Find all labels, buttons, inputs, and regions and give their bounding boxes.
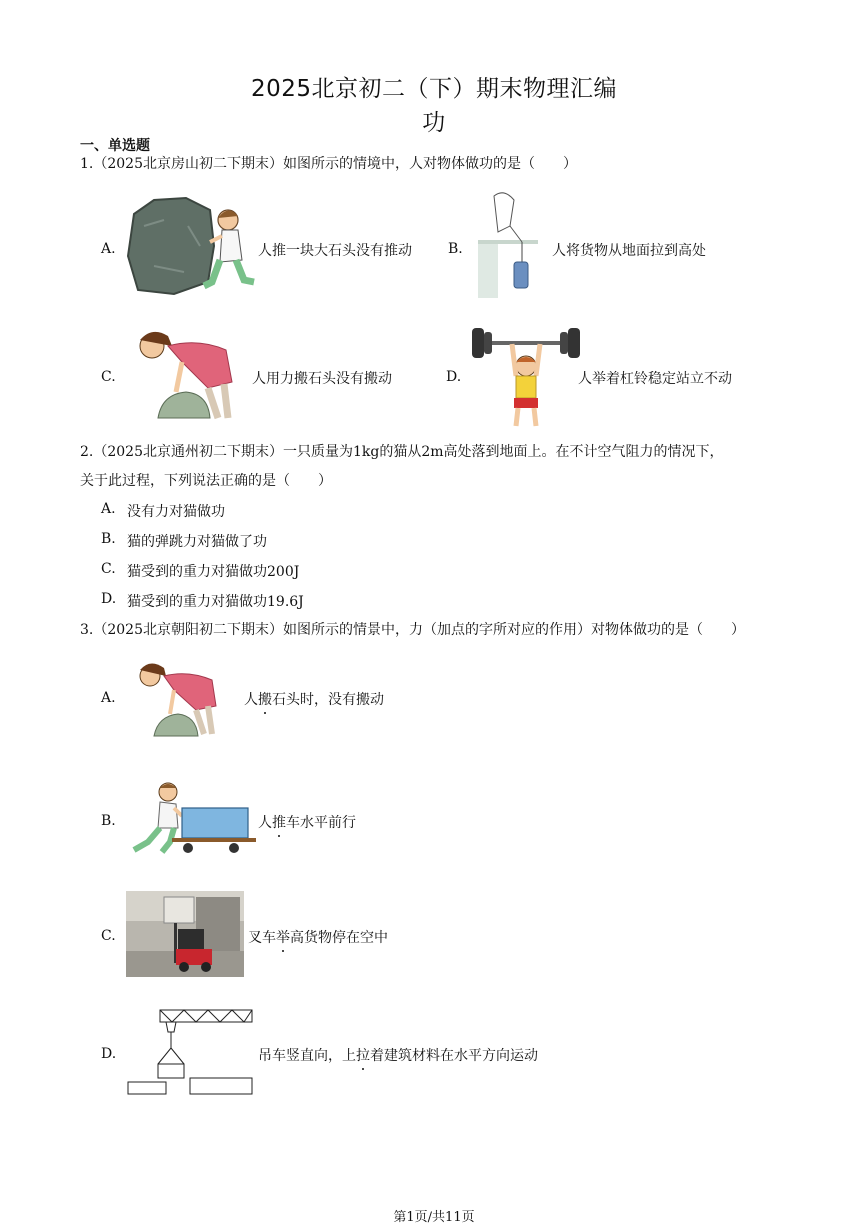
q2-option-d-text: 猫受到的重力对猫做功19.6J <box>127 594 304 610</box>
q3-option-a-post: 石头时，没有搬动 <box>272 692 384 708</box>
question-3-stem: 3.（2025北京朝阳初二下期末）如图所示的情景中，力（加点的字所对应的作用）对物体做功的是（ ） <box>80 622 745 638</box>
q1-option-b-text: 人将货物从地面拉到高处 <box>552 243 706 259</box>
q1-option-c-text: 人用力搬石头没有搬动 <box>252 371 392 387</box>
question-2-stem-line2: 关于此过程，下列说法正确的是（ ） <box>80 473 332 489</box>
q3-figure-crane <box>126 1008 256 1098</box>
q3-option-d-dotted: 拉 <box>356 1045 370 1065</box>
q1-figure-push-rock <box>124 196 256 296</box>
q3-option-d-letter: D. <box>101 1046 117 1062</box>
q3-option-a-dotted: 搬 <box>258 689 272 709</box>
q2-option-c-text: 猫受到的重力对猫做功200J <box>127 564 300 580</box>
q3-option-a-letter: A. <box>101 690 116 706</box>
q2-option-b-letter: B. <box>101 531 116 547</box>
q3-option-d-pre: 吊车竖直向，上 <box>258 1048 356 1064</box>
page-footer: 第1页/共11页 <box>393 1210 475 1225</box>
q3-option-d-text <box>258 1045 538 1065</box>
q1-option-a-text: 人推一块大石头没有推动 <box>258 243 412 259</box>
q3-option-a-text <box>244 689 384 709</box>
q3-option-c-dotted: 举 <box>276 927 290 947</box>
q1-option-d-letter: D. <box>446 369 462 385</box>
q3-option-d-post: 着建筑材料在水平方向运动 <box>370 1048 538 1064</box>
q1-option-c-letter: C. <box>101 369 116 385</box>
q2-option-a-letter: A. <box>101 501 116 517</box>
q2-option-d-letter: D. <box>101 591 117 607</box>
q1-option-d-text: 人举着杠铃稳定站立不动 <box>578 371 732 387</box>
q3-option-b-post: 车水平前行 <box>286 815 356 831</box>
q2-option-b-text: 猫的弹跳力对猫做了功 <box>127 534 267 550</box>
q3-figure-push-cart <box>126 780 258 858</box>
question-2-stem-line1: 2.（2025北京通州初二下期末）一只质量为1kg的猫从2m高处落到地面上。在不计空气阻力的情况下， <box>80 444 724 460</box>
q3-figure-lift-stone <box>130 656 222 740</box>
document-subtitle: 功 <box>422 110 446 136</box>
q3-option-c-text <box>248 927 388 947</box>
q3-option-b-dotted: 推 <box>272 812 286 832</box>
q2-option-c-letter: C. <box>101 561 116 577</box>
q1-option-b-letter: B. <box>448 241 463 257</box>
q2-option-a-text: 没有力对猫做功 <box>127 504 225 520</box>
q1-figure-lift-goods <box>474 186 544 300</box>
q3-option-c-pre: 叉车 <box>248 930 276 946</box>
q3-option-c-letter: C. <box>101 928 116 944</box>
question-1-stem: 1.（2025北京房山初二下期末）如图所示的情境中，人对物体做功的是（ ） <box>80 156 577 172</box>
q3-figure-forklift-photo <box>126 891 244 977</box>
q3-option-a-pre: 人 <box>244 692 258 708</box>
q1-figure-lift-stone <box>128 322 240 426</box>
q3-option-b-text <box>258 812 356 832</box>
q3-option-b-letter: B. <box>101 813 116 829</box>
q1-option-a-letter: A. <box>101 241 116 257</box>
q1-figure-barbell <box>472 322 580 430</box>
q3-option-c-post: 高货物停在空中 <box>290 930 388 946</box>
section-heading: 一、单选题 <box>80 138 150 154</box>
q3-option-b-pre: 人 <box>258 815 272 831</box>
document-title: 2025北京初二（下）期末物理汇编 <box>250 76 618 102</box>
